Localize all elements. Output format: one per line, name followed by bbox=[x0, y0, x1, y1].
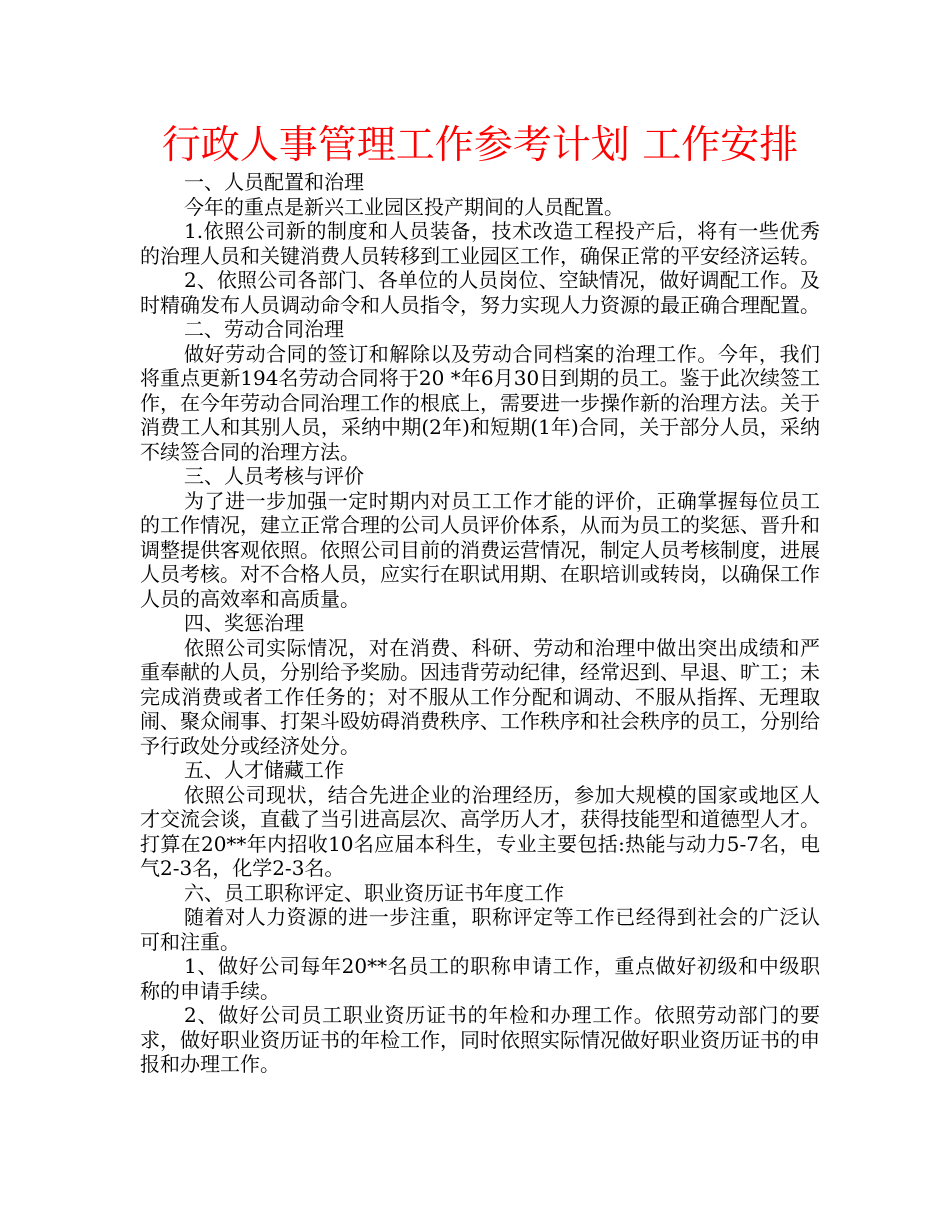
section-heading: 三、人员考核与评价 bbox=[184, 464, 364, 488]
paragraph: 依照公司现状，结合先进企业的治理经历，参加大规模的国家或地区人才交流会谈，直截了当引进高层次、高学历人才，获得技能型和道德型人才。打算在20**年内招收10名应届本科生，专业主要包括:热能与动力5-7名，电气2-3名，化学2-3名。 bbox=[140, 782, 820, 880]
paragraph: 依照公司实际情况，对在消费、科研、劳动和治理中做出突出成绩和严重奉献的人员，分别给予奖励。因违背劳动纪律，经常迟到、早退、旷工；未完成消费或者工作任务的；对不服从工作分配和调动、不服从指挥、无理取闹、聚众闹事、打架斗殴妨碍消费秩序、工作秩序和社会秩序的员工，分别给予行政处分或经济处分。 bbox=[140, 635, 820, 758]
section-heading: 二、劳动合同治理 bbox=[184, 317, 344, 341]
paragraph: 1、做好公司每年20**名员工的职称申请工作，重点做好初级和中级职称的申请手续。 bbox=[140, 954, 820, 1003]
document-title: 行政人事管理工作参考计划 工作安排 bbox=[161, 123, 799, 168]
paragraph: 今年的重点是新兴工业园区投产期间的人员配置。 bbox=[184, 194, 624, 219]
paragraph: 2、做好公司员工职业资历证书的年检和办理工作。依照劳动部门的要求，做好职业资历证书的年检工作，同时依照实际情况做好职业资历证书的申报和办理工作。 bbox=[140, 1003, 820, 1076]
paragraph: 随着对人力资源的进一步注重，职称评定等工作已经得到社会的广泛认可和注重。 bbox=[140, 905, 820, 954]
paragraph: 1.依照公司新的制度和人员装备，技术改造工程投产后，将有一些优秀的治理人员和关键消费人员转移到工业园区工作，确保正常的平安经济运转。 bbox=[140, 219, 820, 268]
paragraph: 2、依照公司各部门、各单位的人员岗位、空缺情况，做好调配工作。及时精确发布人员调动命令和人员指令，努力实现人力资源的最正确合理配置。 bbox=[140, 268, 820, 317]
document-body bbox=[140, 170, 820, 1077]
paragraph: 为了进一步加强一定时期内对员工工作才能的评价，正确掌握每位员工的工作情况，建立正常合理的公司人员评价体系，从而为员工的奖惩、晋升和调整提供客观依照。依照公司目前的消费运营情况，制定人员考核制度，进展人员考核。对不合格人员，应实行在职试用期、在职培训或转岗，以确保工作人员的高效率和高质量。 bbox=[140, 488, 820, 611]
section-heading: 五、人才储藏工作 bbox=[184, 758, 344, 782]
document-page bbox=[140, 122, 820, 1077]
section-heading: 六、员工职称评定、职业资历证书年度工作 bbox=[184, 880, 564, 905]
paragraph: 做好劳动合同的签订和解除以及劳动合同档案的治理工作。今年，我们将重点更新194名劳动合同将于20 *年6月30日到期的员工。鉴于此次续签工作，在今年劳动合同治理工作的根底上，需要进一步操作新的治理方法。关于消费工人和其别人员，采纳中期(2年)和短期(1年)合同，关于部分人员，采纳不续签合同的治理方法。 bbox=[140, 341, 820, 464]
section-heading: 四、奖惩治理 bbox=[184, 611, 304, 635]
section-heading: 一、人员配置和治理 bbox=[184, 170, 364, 194]
